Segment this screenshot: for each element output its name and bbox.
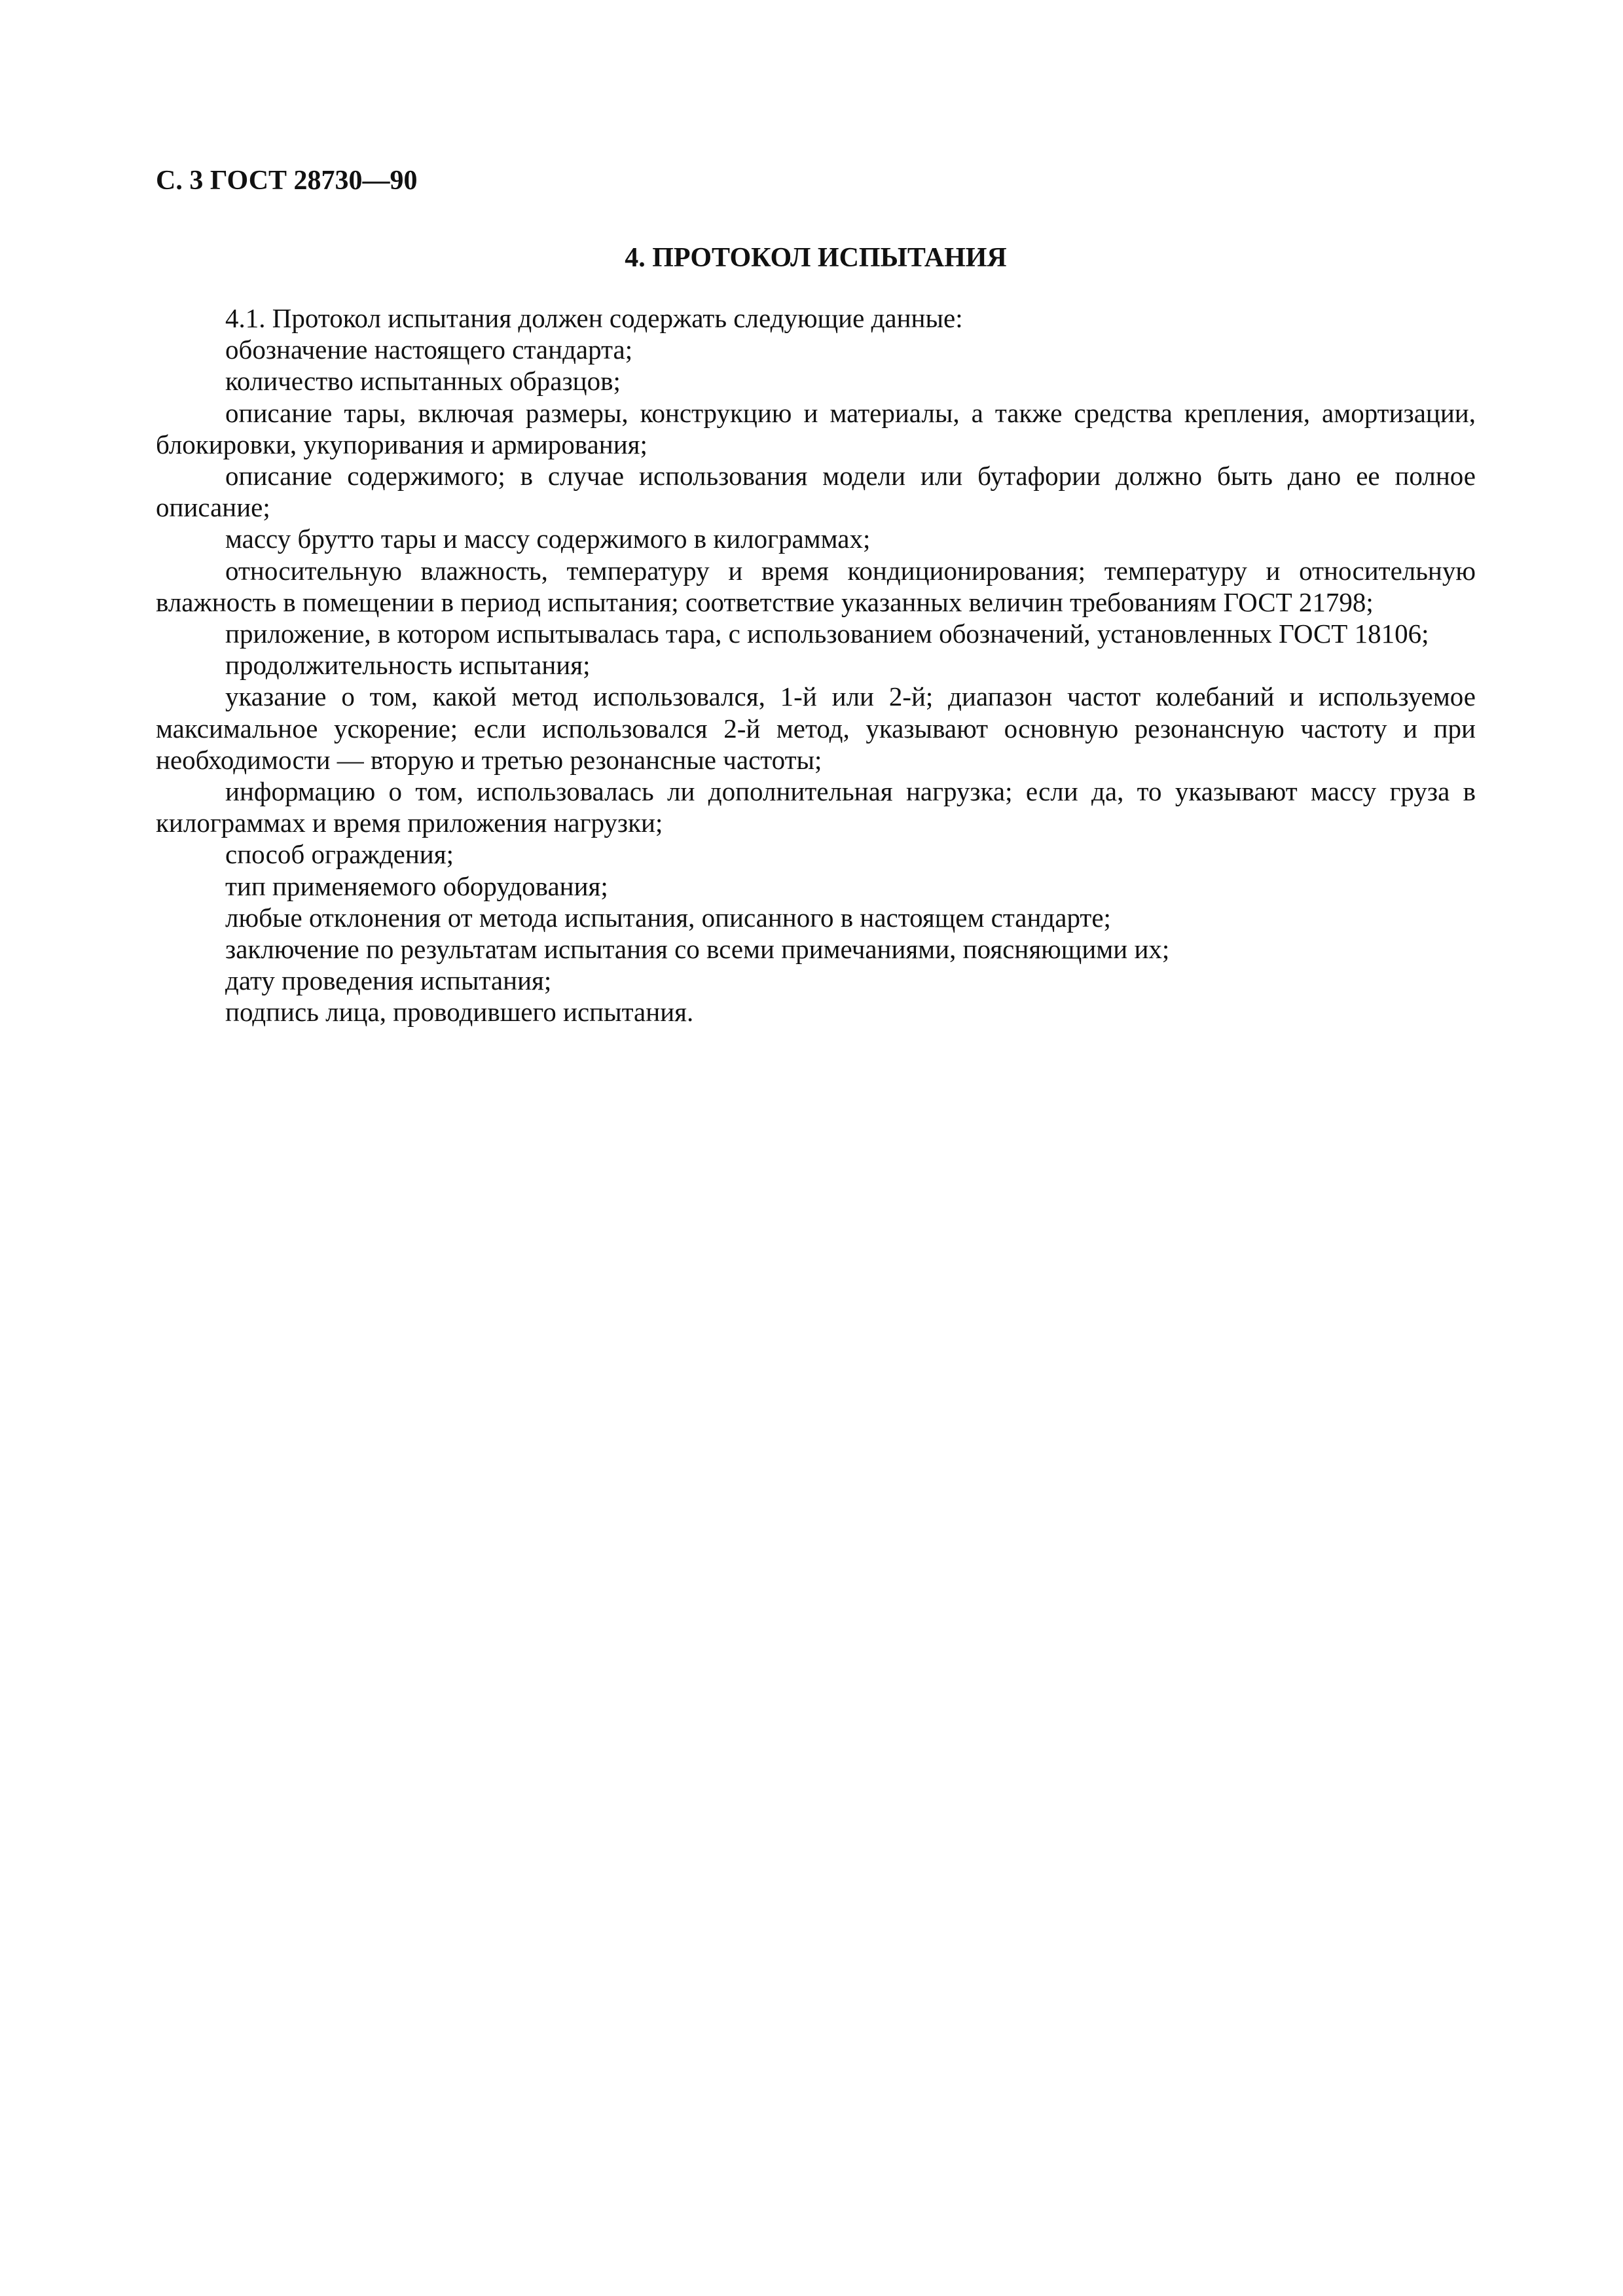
list-item: заключение по результатам испытания со всеми примечаниями, поясняющими их;	[225, 934, 1170, 965]
section-title: 4. ПРОТОКОЛ ИСПЫТАНИЯ	[625, 243, 1007, 273]
list-item: указание о том, какой метод использовался, 1-й или 2-й; диапазон частот колебаний и используемое максимальное ускорение; если использовался 2-й метод, указывают основную резонансную частоту и при необходимости — вторую и третью резонансные частоты;	[156, 681, 1476, 775]
list-item: продолжительность испытания;	[225, 650, 591, 681]
list-item: любые отклонения от метода испытания, описанного в настоящем стандарте;	[225, 902, 1111, 933]
list-item: дату проведения испытания;	[225, 965, 552, 996]
paragraph-intro: 4.1. Протокол испытания должен содержать следующие данные:	[225, 303, 963, 333]
list-item: приложение, в котором испытывалась тара, с использованием обозначений, установленных ГОСТ 18106;	[225, 619, 1429, 649]
list-item: способ ограждения;	[225, 839, 454, 870]
running-header: С. 3 ГОСТ 28730—90	[156, 166, 418, 196]
list-item: подпись лица, проводившего испытания.	[225, 997, 694, 1028]
section-body	[156, 302, 1476, 1028]
list-item: массу брутто тары и массу содержимого в килограммах;	[225, 524, 871, 554]
list-item: обозначение настоящего стандарта;	[225, 334, 633, 365]
list-item: описание тары, включая размеры, конструкцию и материалы, а также средства крепления, амортизации, блокировки, укупоривания и армирования;	[156, 397, 1476, 459]
list-item: описание содержимого; в случае использования модели или бутафории должно быть дано ее полное описание;	[156, 461, 1476, 523]
list-item: информацию о том, использовалась ли дополнительная нагрузка; если да, то указывают массу груза в килограммах и время приложения нагрузки;	[156, 776, 1476, 838]
list-item: относительную влажность, температуру и время кондиционирования; температуру и относительную влажность в помещении в период испытания; соответствие указанных величин требованиям ГОСТ 21798;	[156, 555, 1476, 617]
list-item: количество испытанных образцов;	[225, 366, 621, 397]
list-item: тип применяемого оборудования;	[225, 870, 608, 901]
